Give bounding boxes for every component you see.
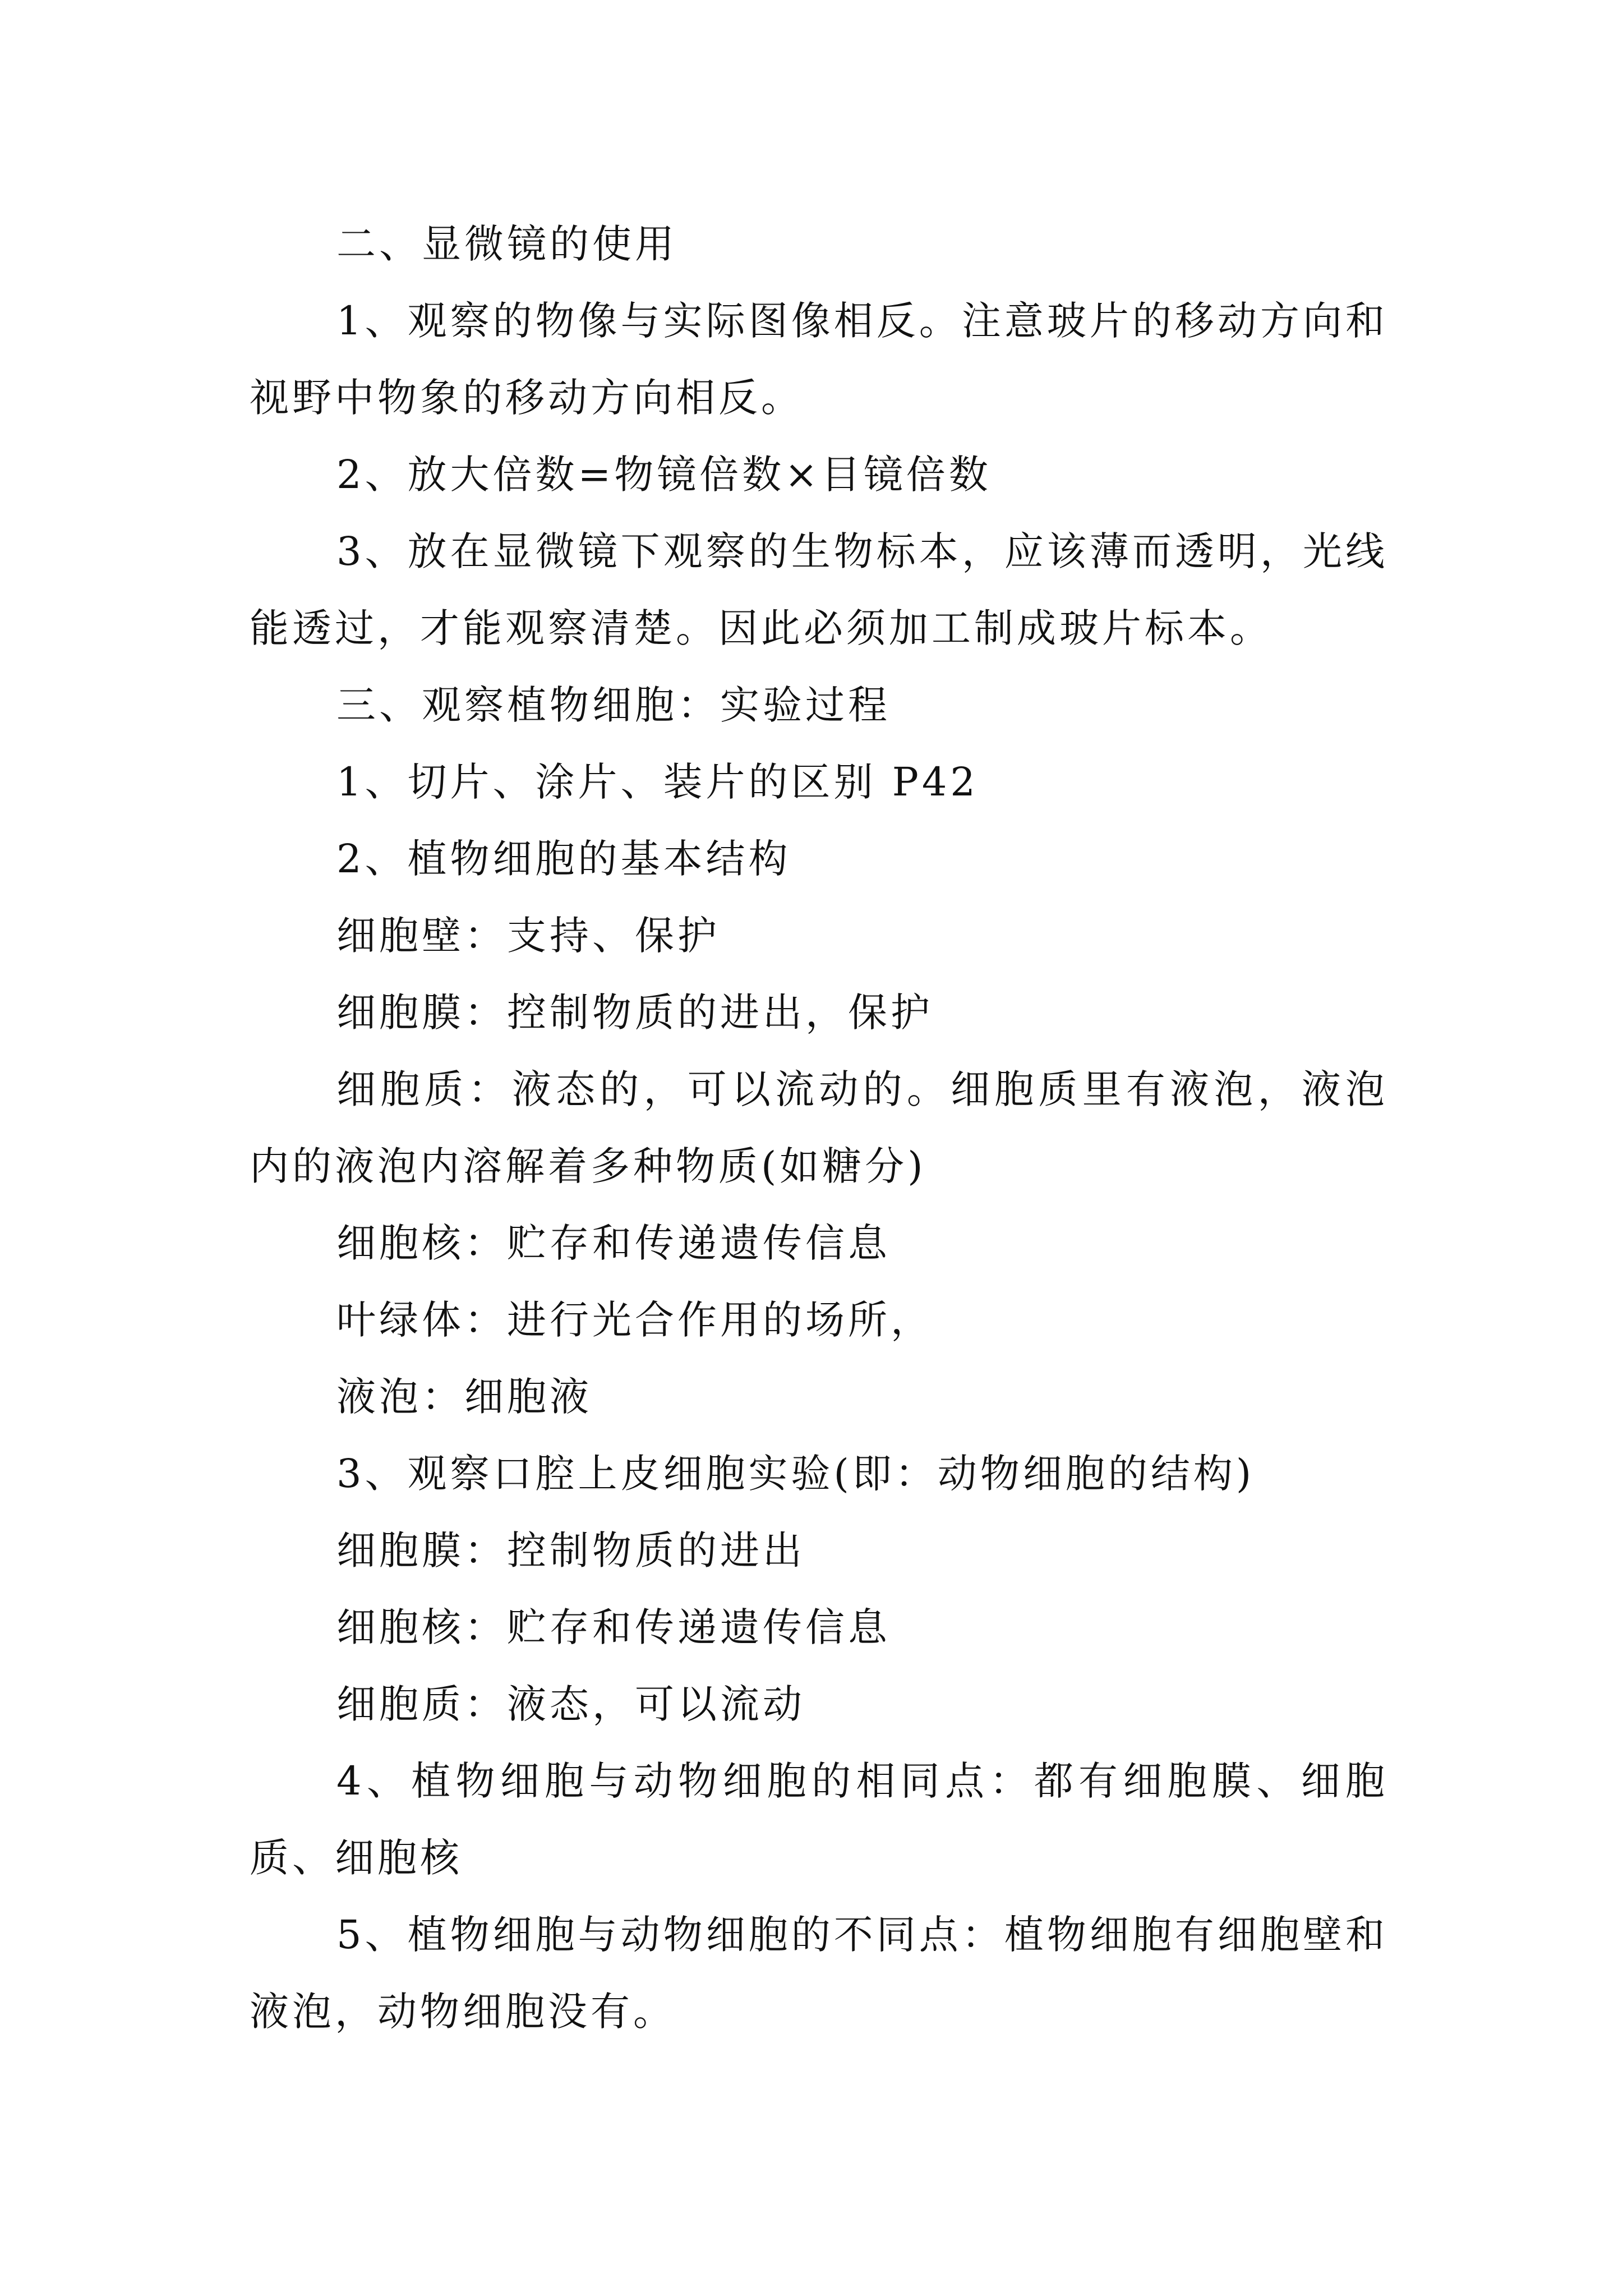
paragraph-specimen-thin: 3、放在显微镜下观察的生物标本，应该薄而透明，光线能透过，才能观察清楚。因此必须加工制成玻片标本。 [250,528,1388,651]
list-item-animal-cytoplasm: 细胞质：液态，可以流动 [336,1681,805,1727]
list-item-cell-membrane: 细胞膜：控制物质的进出，保护 [336,990,933,1036]
list-item-cytoplasm: 细胞质：液态的，可以流动的。细胞质里有液泡，液泡内的液泡内溶解着多种物质(如糖分) [250,1066,1388,1189]
paragraph-animal-cell-experiment: 3、观察口腔上皮细胞实验(即：动物细胞的结构) [336,1451,1255,1497]
paragraph-plant-cell-structure: 2、植物细胞的基本结构 [336,836,791,882]
section-heading-microscope-use: 二、显微镜的使用 [336,221,677,267]
paragraph-image-inverted: 1、观察的物像与实际图像相反。注意玻片的移动方向和视野中物象的移动方向相反。 [250,298,1388,421]
list-item-animal-nucleus: 细胞核：贮存和传递遗传信息 [336,1604,891,1650]
paragraph-slide-types: 1、切片、涂片、装片的区别 P42 [336,759,979,805]
section-heading-plant-cell: 三、观察植物细胞：实验过程 [336,682,891,728]
list-item-chloroplast: 叶绿体：进行光合作用的场所， [336,1297,933,1343]
paragraph-magnification: 2、放大倍数=物镜倍数×目镜倍数 [336,452,992,498]
list-item-nucleus: 细胞核：贮存和传递遗传信息 [336,1220,891,1266]
paragraph-similarities: 4、植物细胞与动物细胞的相同点：都有细胞膜、细胞质、细胞核 [250,1758,1388,1881]
list-item-cell-wall: 细胞壁：支持、保护 [336,913,720,959]
paragraph-differences: 5、植物细胞与动物细胞的不同点：植物细胞有细胞壁和液泡，动物细胞没有。 [250,1912,1388,2035]
document-body [250,206,1388,2050]
list-item-animal-cell-membrane: 细胞膜：控制物质的进出 [336,1527,805,1573]
list-item-vacuole: 液泡：细胞液 [336,1374,592,1420]
